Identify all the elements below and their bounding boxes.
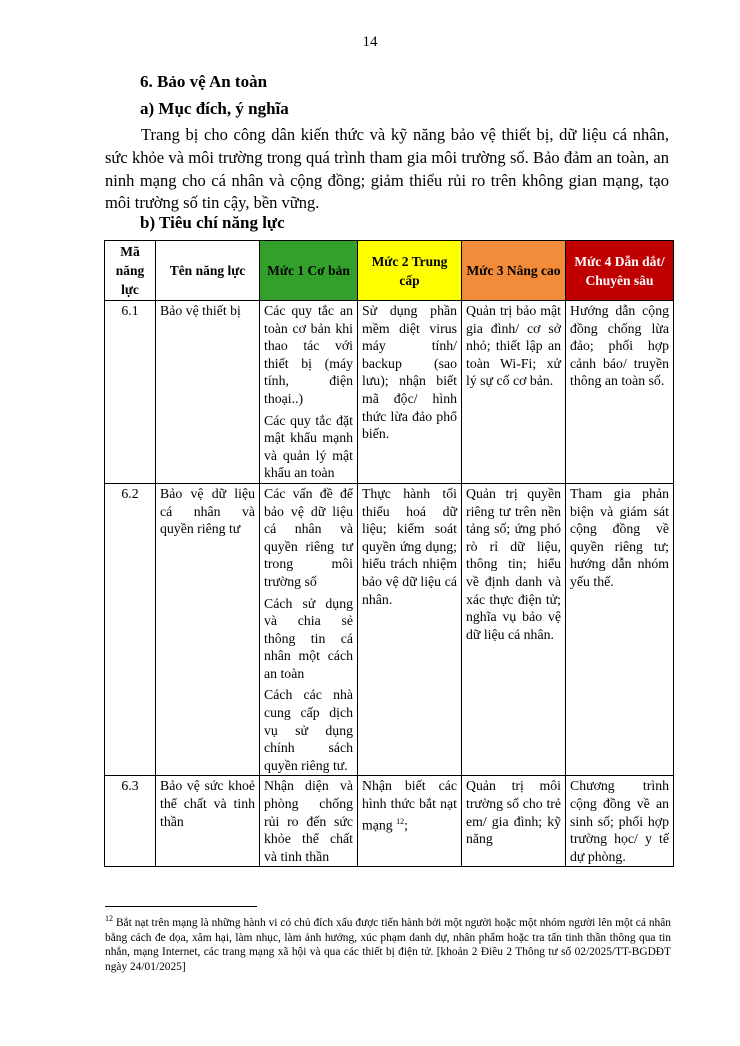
row-name xyxy=(156,776,260,867)
row-level-4 xyxy=(566,776,674,867)
row-level-1 xyxy=(260,483,358,776)
footnote-reference: 12 xyxy=(396,816,405,826)
level-1-item: Các quy tắc đặt mật khẩu mạnh và quản lý mật khẩu an toàn xyxy=(264,412,353,481)
row-name-text: Bảo vệ sức khoẻ thể chất và tinh thần xyxy=(160,778,255,829)
subsection-criteria-title: b) Tiêu chí năng lực xyxy=(140,213,285,232)
row-level-3 xyxy=(462,301,566,484)
level-1-item: Cách sử dụng và chia sẻ thông tin cá nhân một cách an toàn xyxy=(264,595,353,681)
row-level-3 xyxy=(462,776,566,867)
row-name xyxy=(156,483,260,776)
row-name-text: Bảo vệ dữ liệu cá nhân và quyền riêng tư xyxy=(160,485,255,537)
row-level-3 xyxy=(462,483,566,776)
header-code: Mã năng lực xyxy=(105,241,156,301)
row-code: 6.3 xyxy=(105,776,156,867)
header-name: Tên năng lực xyxy=(156,241,260,301)
level-3-item: Quản trị bảo mật gia đình/ cơ sở nhỏ; thiết lập an toàn Wi-Fi; xử lý sự cố cơ bản. xyxy=(466,303,561,389)
row-level-1 xyxy=(260,301,358,484)
level-2-tail: ; xyxy=(404,817,408,833)
level-3-item: Quản trị quyền riêng tư trên nền tảng số; ứng phó rò rỉ dữ liệu, thông tin; hiểu về định danh và xác thực điện tử; nghĩa vụ bảo vệ dữ liệu cá nhân. xyxy=(466,485,561,642)
footnote-text: Bắt nạt trên mạng là những hành vi có chủ đích xấu được tiến hành bởi một người hoặc một nhóm người lên một cá nhân bằng cách đe dọa, xâm hại, làm nhục, làm ảnh hưởng, xúc phạm danh dự, nhân phẩm hoặc tra tấn tinh thần thông qua tin nhắn, mạng Internet, các trang mạng xã hội và qua các thiết bị điện tử. [khoản 2 Điều 2 Thông tư số 02/2025/TT-BGDĐT ngày 24/01/2025] xyxy=(105,916,671,974)
level-4-item: Hướng dẫn cộng đồng chống lừa đảo; phối hợp cảnh báo/ truyền thông an toàn số. xyxy=(570,303,669,389)
row-level-1 xyxy=(260,776,358,867)
header-level-1: Mức 1 Cơ bản xyxy=(260,241,358,301)
level-1-item: Cách các nhà cung cấp dịch vụ sử dụng chính sách quyền riêng tư. xyxy=(264,687,353,773)
footnote-divider xyxy=(105,906,257,907)
row-level-4 xyxy=(566,483,674,776)
header-level-2: Mức 2 Trung cấp xyxy=(358,241,462,301)
table-row xyxy=(105,301,674,484)
row-level-2 xyxy=(358,301,462,484)
footnote-number: 12 xyxy=(105,914,113,923)
table-row xyxy=(105,483,674,776)
level-2-item: Thực hành tối thiểu hoá dữ liệu; kiểm soát quyền ứng dụng; hiểu trách nhiệm bảo vệ dữ liệu cá nhân. xyxy=(362,485,457,607)
level-1-item: Nhận diện và phòng chống rủi ro đến sức khỏe thể chất và tinh thần xyxy=(264,778,353,864)
level-3-item: Quản trị môi trường số cho trẻ em/ gia đình; kỹ năng xyxy=(466,778,561,847)
level-2-text: Nhận biết các hình thức bắt nạt mạng xyxy=(362,778,457,833)
purpose-paragraph: Trang bị cho công dân kiến thức và kỹ năng bảo vệ thiết bị, dữ liệu cá nhân, sức khỏe và môi trường trong quá trình tham gia môi trường số. Bảo đảm an toàn, an ninh mạng cho cá nhân và cộng đồng; giảm thiểu rủi ro trên không gian mạng, tạo môi trường số tin cậy, bền vững. xyxy=(105,125,669,213)
level-4-item: Tham gia phản biện và giám sát cộng đồng về quyền riêng tư; hướng dẫn nhóm yếu thế. xyxy=(570,485,669,589)
row-level-4 xyxy=(566,301,674,484)
subsection-purpose-title: a) Mục đích, ý nghĩa xyxy=(140,99,289,118)
level-2-item xyxy=(362,777,457,833)
header-level-4: Mức 4 Dẫn dắt/ Chuyên sâu xyxy=(566,241,674,301)
level-1-item: Các vấn đề để bảo vệ dữ liệu cá nhân và quyền riêng tư trong môi trường số xyxy=(264,485,353,589)
footnote xyxy=(105,912,671,975)
row-code: 6.2 xyxy=(105,483,156,776)
row-level-2 xyxy=(358,483,462,776)
row-code: 6.1 xyxy=(105,301,156,484)
competency-criteria-table xyxy=(104,240,674,867)
section-title: 6. Bảo vệ An toàn xyxy=(140,72,268,91)
level-4-item: Chương trình cộng đồng về an sinh số; phối hợp trường học/ y tế dự phòng. xyxy=(570,778,669,864)
page-number: 14 xyxy=(362,34,378,50)
header-level-3: Mức 3 Nâng cao xyxy=(462,241,566,301)
table-row xyxy=(105,776,674,867)
level-1-item: Các quy tắc an toàn cơ bản khi thao tác với thiết bị (máy tính, điện thoại..) xyxy=(264,303,353,406)
row-level-2 xyxy=(358,776,462,867)
level-2-item: Sử dụng phần mềm diệt virus máy tính/ backup (sao lưu); nhận biết mã độc/ hình thức lừa đảo phổ biến. xyxy=(362,303,457,442)
row-name: Bảo vệ thiết bị xyxy=(156,301,260,484)
